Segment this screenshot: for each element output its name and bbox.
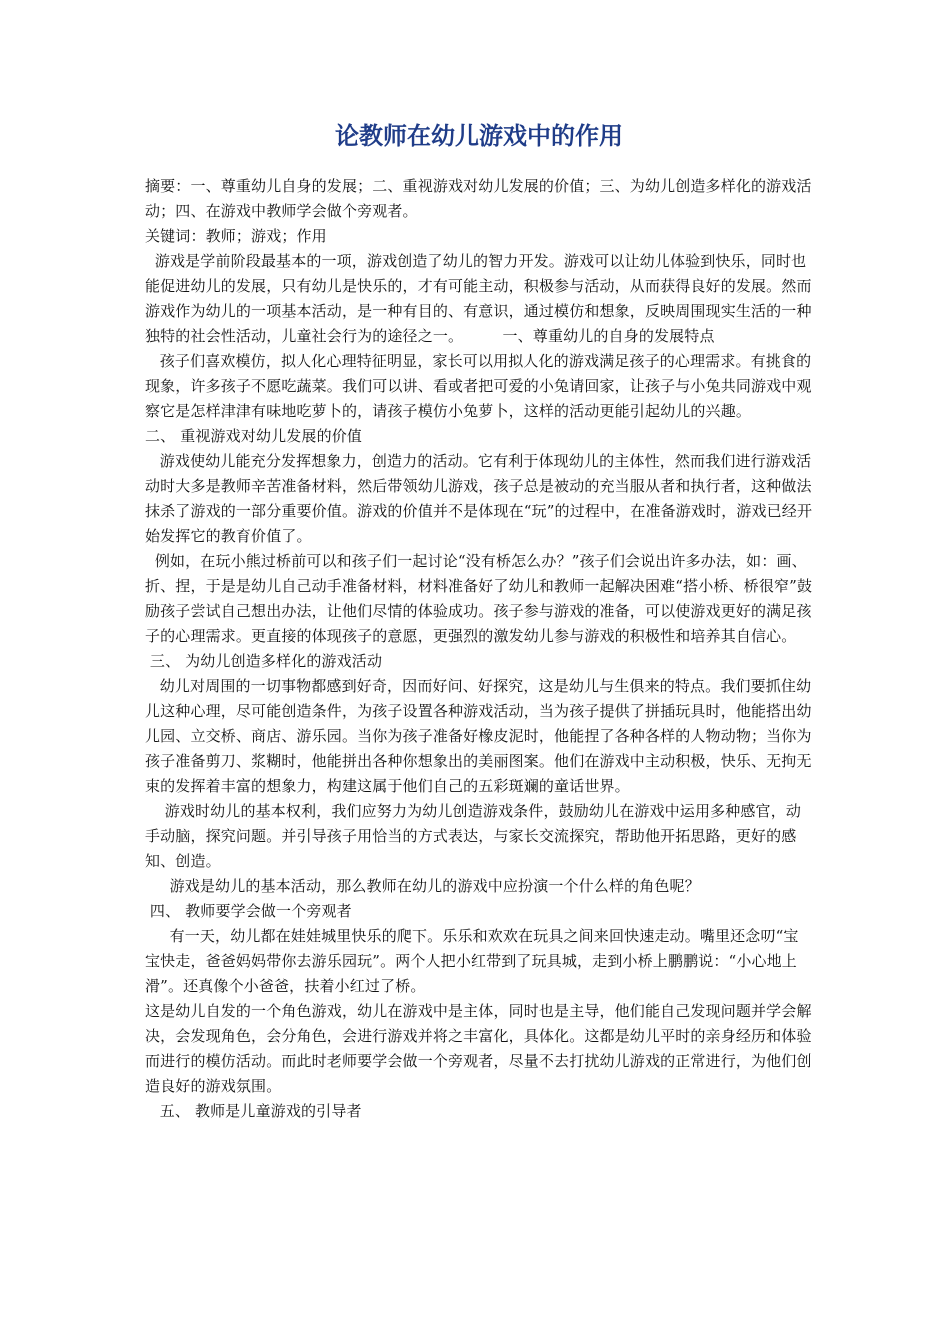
section-4-paragraph-2: 这是幼儿自发的一个角色游戏，幼儿在游戏中是主体，同时也是主导，他们能自己发现问题并学会解决，会发现角色，会分角色，会进行游戏并将之丰富化，具体化。这都是幼儿平时的亲身经历和体验而进行的模仿活动。而此时老师要学会做一个旁观者，尽量不去打扰幼儿游戏的正常进行，为他们创造良好的游戏氛围。: [145, 1002, 812, 1095]
section-2-paragraph-1: 游戏使幼儿能充分发挥想象力，创造力的活动。它有利于体现幼儿的主体性，然而我们进行游戏活动时大多是教师辛苦准备材料，然后带领幼儿游戏，孩子总是被动的充当服从者和执行者，这种做法抹杀了游戏的一部分重要价值。游戏的价值并不是体现在“玩”的过程中，在准备游戏时，游戏已经开始发挥它的教育价值了。: [145, 452, 813, 545]
abstract-paragraph: 摘要：一、尊重幼儿自身的发展；二、重视游戏对幼儿发展的价值；三、为幼儿创造多样化的游戏活动；四、在游戏中教师学会做个旁观者。: [145, 177, 812, 220]
intro-paragraph: 游戏是学前阶段最基本的一项，游戏创造了幼儿的智力开发。游戏可以让幼儿体验到快乐，同时也能促进幼儿的发展，只有幼儿是快乐的，才有可能主动，积极参与活动，从而获得良好的发展。然而游戏作为幼儿的一项基本活动，是一种有目的、有意识，通过模仿和想象，反映周围现实生活的一种独特的社会性活动，儿童社会行为的途径之一。 一、尊重幼儿的自身的发展特点: [145, 252, 812, 345]
section-3-paragraph-3: 游戏是幼儿的基本活动，那么教师在幼儿的游戏中应扮演一个什么样的角色呢？: [145, 877, 700, 895]
section-5-heading: 五、 教师是儿童游戏的引导者: [145, 1102, 362, 1120]
keywords-line: 关键词：教师；游戏；作用: [145, 227, 327, 245]
section-4-paragraph-1: 有一天，幼儿都在娃娃城里快乐的爬下。乐乐和欢欢在玩具之间来回快速走动。嘴里还念叨“宝宝快走，爸爸妈妈带你去游乐园玩”。两个人把小红带到了玩具城，走到小桥上鹏鹏说：“小心地上滑”。还真像个小爸爸，扶着小红过了桥。: [145, 927, 799, 995]
section-3-paragraph-2: 游戏时幼儿的基本权利，我们应努力为幼儿创造游戏条件，鼓励幼儿在游戏中运用多种感官，动手动脑，探究问题。并引导孩子用恰当的方式表达，与家长交流探究，帮助他开拓思路，更好的感知、创造。: [145, 802, 801, 870]
section-2-heading: 二、 重视游戏对幼儿发展的价值: [145, 427, 363, 445]
document-page: [145, 118, 813, 1124]
document-title: 论教师在幼儿游戏中的作用: [335, 122, 623, 150]
section-3-heading: 三、 为幼儿创造多样化的游戏活动: [145, 652, 383, 670]
section-4-heading: 四、 教师要学会做一个旁观者: [145, 902, 352, 920]
document-body: [145, 174, 813, 1124]
section-3-paragraph-1: 幼儿对周围的一切事物都感到好奇，因而好问、好探究，这是幼儿与生俱来的特点。我们要抓住幼儿这种心理，尽可能创造条件，为孩子设置各种游戏活动，当为孩子提供了拼插玩具时，他能搭出幼儿园、立交桥、商店、游乐园。当你为孩子准备好橡皮泥时，他能捏了各种各样的人物动物；当你为孩子准备剪刀、浆糊时，他能拼出各种你想象出的美丽图案。他们在游戏中主动积极，快乐、无拘无束的发挥着丰富的想象力，构建这属于他们自己的五彩斑斓的童话世界。: [145, 677, 812, 795]
section-1-paragraph: 孩子们喜欢模仿，拟人化心理特征明显，家长可以用拟人化的游戏满足孩子的心理需求。有挑食的现象，许多孩子不愿吃蔬菜。我们可以讲、看或者把可爱的小兔请回家，让孩子与小兔共同游戏中观察它是怎样津津有味地吃萝卜的，请孩子模仿小兔萝卜，这样的活动更能引起幼儿的兴趣。: [145, 352, 812, 420]
section-2-paragraph-2: 例如，在玩小熊过桥前可以和孩子们一起讨论“没有桥怎么办？”孩子们会说出许多办法，如：画、折、捏，于是是幼儿自己动手准备材料，材料准备好了幼儿和教师一起解决困难“搭小桥、桥很窄”鼓励孩子尝试自己想出办法，让他们尽情的体验成功。孩子参与游戏的准备，可以使游戏更好的满足孩子的心理需求。更直接的体现孩子的意愿，更强烈的激发幼儿参与游戏的积极性和培养其自信心。: [145, 552, 813, 645]
